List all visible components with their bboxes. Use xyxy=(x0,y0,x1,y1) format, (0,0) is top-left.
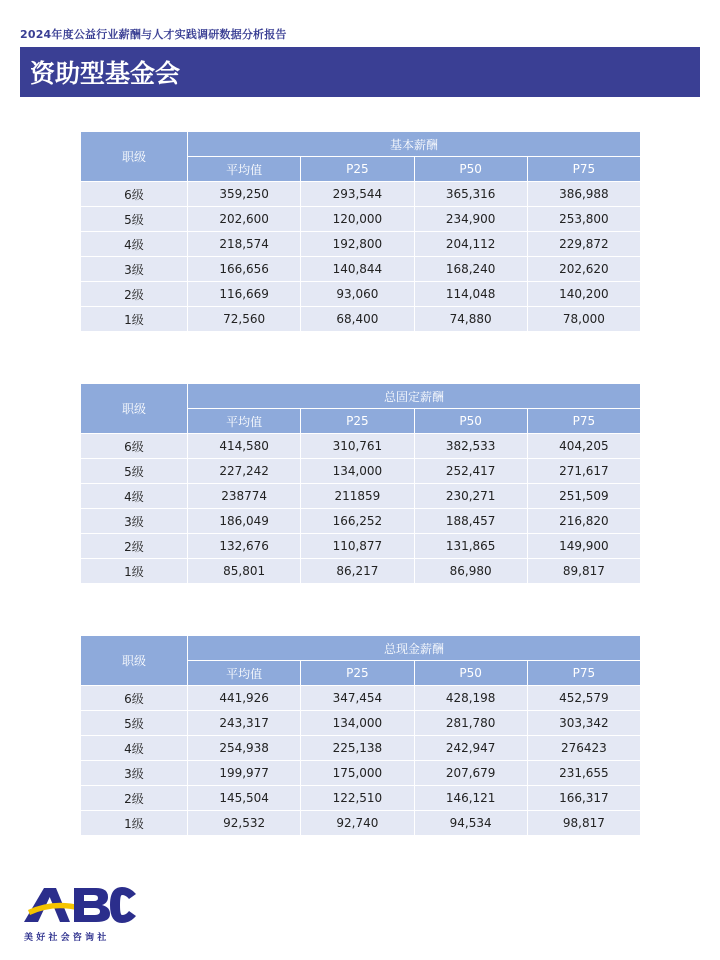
value-cell-mean: 441,926 xyxy=(188,686,301,711)
column-header-mean: 平均值 xyxy=(188,409,301,434)
value-cell-p25: 140,844 xyxy=(301,257,414,282)
value-cell-p75: 231,655 xyxy=(527,761,640,786)
value-cell-p75: 140,200 xyxy=(527,282,640,307)
value-cell-mean: 218,574 xyxy=(188,232,301,257)
value-cell-p25: 93,060 xyxy=(301,282,414,307)
grade-column-header: 职级 xyxy=(81,636,188,686)
table-row xyxy=(81,484,641,509)
value-cell-p50: 74,880 xyxy=(414,307,527,332)
table-row xyxy=(81,182,641,207)
value-cell-p50: 281,780 xyxy=(414,711,527,736)
grade-cell: 3级 xyxy=(81,509,188,534)
table-body xyxy=(81,182,641,332)
value-cell-mean: 85,801 xyxy=(188,559,301,584)
column-header-p50: P50 xyxy=(414,157,527,182)
table-row xyxy=(81,761,641,786)
table-body xyxy=(81,434,641,584)
table-row xyxy=(81,509,641,534)
value-cell-p50: 252,417 xyxy=(414,459,527,484)
grade-cell: 3级 xyxy=(81,257,188,282)
salary-table-cash xyxy=(80,635,641,836)
column-header-p50: P50 xyxy=(414,661,527,686)
table-row xyxy=(81,786,641,811)
value-cell-p75: 386,988 xyxy=(527,182,640,207)
value-cell-p25: 110,877 xyxy=(301,534,414,559)
table-row xyxy=(81,207,641,232)
page-title xyxy=(20,47,700,97)
value-cell-p50: 114,048 xyxy=(414,282,527,307)
value-cell-mean: 199,977 xyxy=(188,761,301,786)
value-cell-mean: 227,242 xyxy=(188,459,301,484)
value-cell-p75: 166,317 xyxy=(527,786,640,811)
table-row xyxy=(81,257,641,282)
value-cell-p25: 310,761 xyxy=(301,434,414,459)
value-cell-p50: 146,121 xyxy=(414,786,527,811)
grade-cell: 2级 xyxy=(81,786,188,811)
column-header-p75: P75 xyxy=(527,661,640,686)
table-row xyxy=(81,711,641,736)
value-cell-p50: 382,533 xyxy=(414,434,527,459)
salary-table-fixed xyxy=(80,383,641,584)
value-cell-p25: 120,000 xyxy=(301,207,414,232)
grade-cell: 1级 xyxy=(81,811,188,836)
table-row xyxy=(81,307,641,332)
table-row xyxy=(81,559,641,584)
brand-logo xyxy=(24,884,139,944)
org-name: 美好社会咨询社 xyxy=(24,933,110,943)
value-cell-p75: 404,205 xyxy=(527,434,640,459)
grade-cell: 3级 xyxy=(81,761,188,786)
abc-logo-icon xyxy=(24,884,139,928)
table-row xyxy=(81,534,641,559)
grade-column-header: 职级 xyxy=(81,384,188,434)
value-cell-mean: 92,532 xyxy=(188,811,301,836)
value-cell-p50: 131,865 xyxy=(414,534,527,559)
page-title-text: 资助型基金会 xyxy=(30,59,181,88)
value-cell-p50: 86,980 xyxy=(414,559,527,584)
value-cell-p25: 347,454 xyxy=(301,686,414,711)
value-cell-p25: 192,800 xyxy=(301,232,414,257)
grade-cell: 4级 xyxy=(81,736,188,761)
column-header-mean: 平均值 xyxy=(188,661,301,686)
value-cell-p50: 428,198 xyxy=(414,686,527,711)
value-cell-p25: 68,400 xyxy=(301,307,414,332)
table-row xyxy=(81,811,641,836)
value-cell-mean: 254,938 xyxy=(188,736,301,761)
value-cell-p25: 92,740 xyxy=(301,811,414,836)
value-cell-mean: 145,504 xyxy=(188,786,301,811)
group-header: 基本薪酬 xyxy=(188,132,641,157)
value-cell-mean: 359,250 xyxy=(188,182,301,207)
value-cell-p75: 303,342 xyxy=(527,711,640,736)
value-cell-p75: 271,617 xyxy=(527,459,640,484)
value-cell-p75: 216,820 xyxy=(527,509,640,534)
value-cell-mean: 414,580 xyxy=(188,434,301,459)
table-row xyxy=(81,459,641,484)
value-cell-p75: 253,800 xyxy=(527,207,640,232)
table-row xyxy=(81,686,641,711)
value-cell-mean: 132,676 xyxy=(188,534,301,559)
value-cell-p75: 229,872 xyxy=(527,232,640,257)
value-cell-mean: 116,669 xyxy=(188,282,301,307)
grade-cell: 2级 xyxy=(81,282,188,307)
value-cell-p25: 122,510 xyxy=(301,786,414,811)
value-cell-p25: 175,000 xyxy=(301,761,414,786)
table-row xyxy=(81,282,641,307)
value-cell-p25: 293,544 xyxy=(301,182,414,207)
value-cell-mean: 202,600 xyxy=(188,207,301,232)
grade-cell: 5级 xyxy=(81,711,188,736)
value-cell-mean: 243,317 xyxy=(188,711,301,736)
value-cell-p50: 188,457 xyxy=(414,509,527,534)
grade-column-header: 职级 xyxy=(81,132,188,182)
column-header-p75: P75 xyxy=(527,157,640,182)
grade-cell: 1级 xyxy=(81,307,188,332)
value-cell-p50: 234,900 xyxy=(414,207,527,232)
grade-cell: 5级 xyxy=(81,207,188,232)
column-header-p25: P25 xyxy=(301,409,414,434)
grade-cell: 6级 xyxy=(81,434,188,459)
column-header-p25: P25 xyxy=(301,661,414,686)
value-cell-mean: 238774 xyxy=(188,484,301,509)
value-cell-p75: 78,000 xyxy=(527,307,640,332)
table-row xyxy=(81,736,641,761)
grade-cell: 4级 xyxy=(81,232,188,257)
grade-cell: 1级 xyxy=(81,559,188,584)
grade-cell: 5级 xyxy=(81,459,188,484)
column-header-p75: P75 xyxy=(527,409,640,434)
value-cell-p25: 225,138 xyxy=(301,736,414,761)
value-cell-p75: 98,817 xyxy=(527,811,640,836)
value-cell-p75: 251,509 xyxy=(527,484,640,509)
column-header-p50: P50 xyxy=(414,409,527,434)
value-cell-p25: 134,000 xyxy=(301,711,414,736)
table-body xyxy=(81,686,641,836)
value-cell-p50: 242,947 xyxy=(414,736,527,761)
report-caption: 2024年度公益行业薪酬与人才实践调研数据分析报告 xyxy=(20,28,287,41)
table-row xyxy=(81,434,641,459)
value-cell-p75: 89,817 xyxy=(527,559,640,584)
value-cell-p75: 276423 xyxy=(527,736,640,761)
group-header: 总现金薪酬 xyxy=(188,636,641,661)
column-header-mean: 平均值 xyxy=(188,157,301,182)
column-header-p25: P25 xyxy=(301,157,414,182)
value-cell-mean: 186,049 xyxy=(188,509,301,534)
value-cell-p50: 207,679 xyxy=(414,761,527,786)
value-cell-mean: 166,656 xyxy=(188,257,301,282)
value-cell-p25: 134,000 xyxy=(301,459,414,484)
value-cell-p25: 211859 xyxy=(301,484,414,509)
value-cell-p50: 94,534 xyxy=(414,811,527,836)
value-cell-p50: 365,316 xyxy=(414,182,527,207)
value-cell-p75: 452,579 xyxy=(527,686,640,711)
value-cell-p50: 230,271 xyxy=(414,484,527,509)
grade-cell: 6级 xyxy=(81,182,188,207)
table-row xyxy=(81,232,641,257)
value-cell-p25: 86,217 xyxy=(301,559,414,584)
value-cell-p25: 166,252 xyxy=(301,509,414,534)
value-cell-p50: 204,112 xyxy=(414,232,527,257)
salary-table-base xyxy=(80,131,641,332)
group-header: 总固定薪酬 xyxy=(188,384,641,409)
grade-cell: 6级 xyxy=(81,686,188,711)
grade-cell: 4级 xyxy=(81,484,188,509)
value-cell-p75: 149,900 xyxy=(527,534,640,559)
value-cell-p75: 202,620 xyxy=(527,257,640,282)
grade-cell: 2级 xyxy=(81,534,188,559)
value-cell-mean: 72,560 xyxy=(188,307,301,332)
value-cell-p50: 168,240 xyxy=(414,257,527,282)
